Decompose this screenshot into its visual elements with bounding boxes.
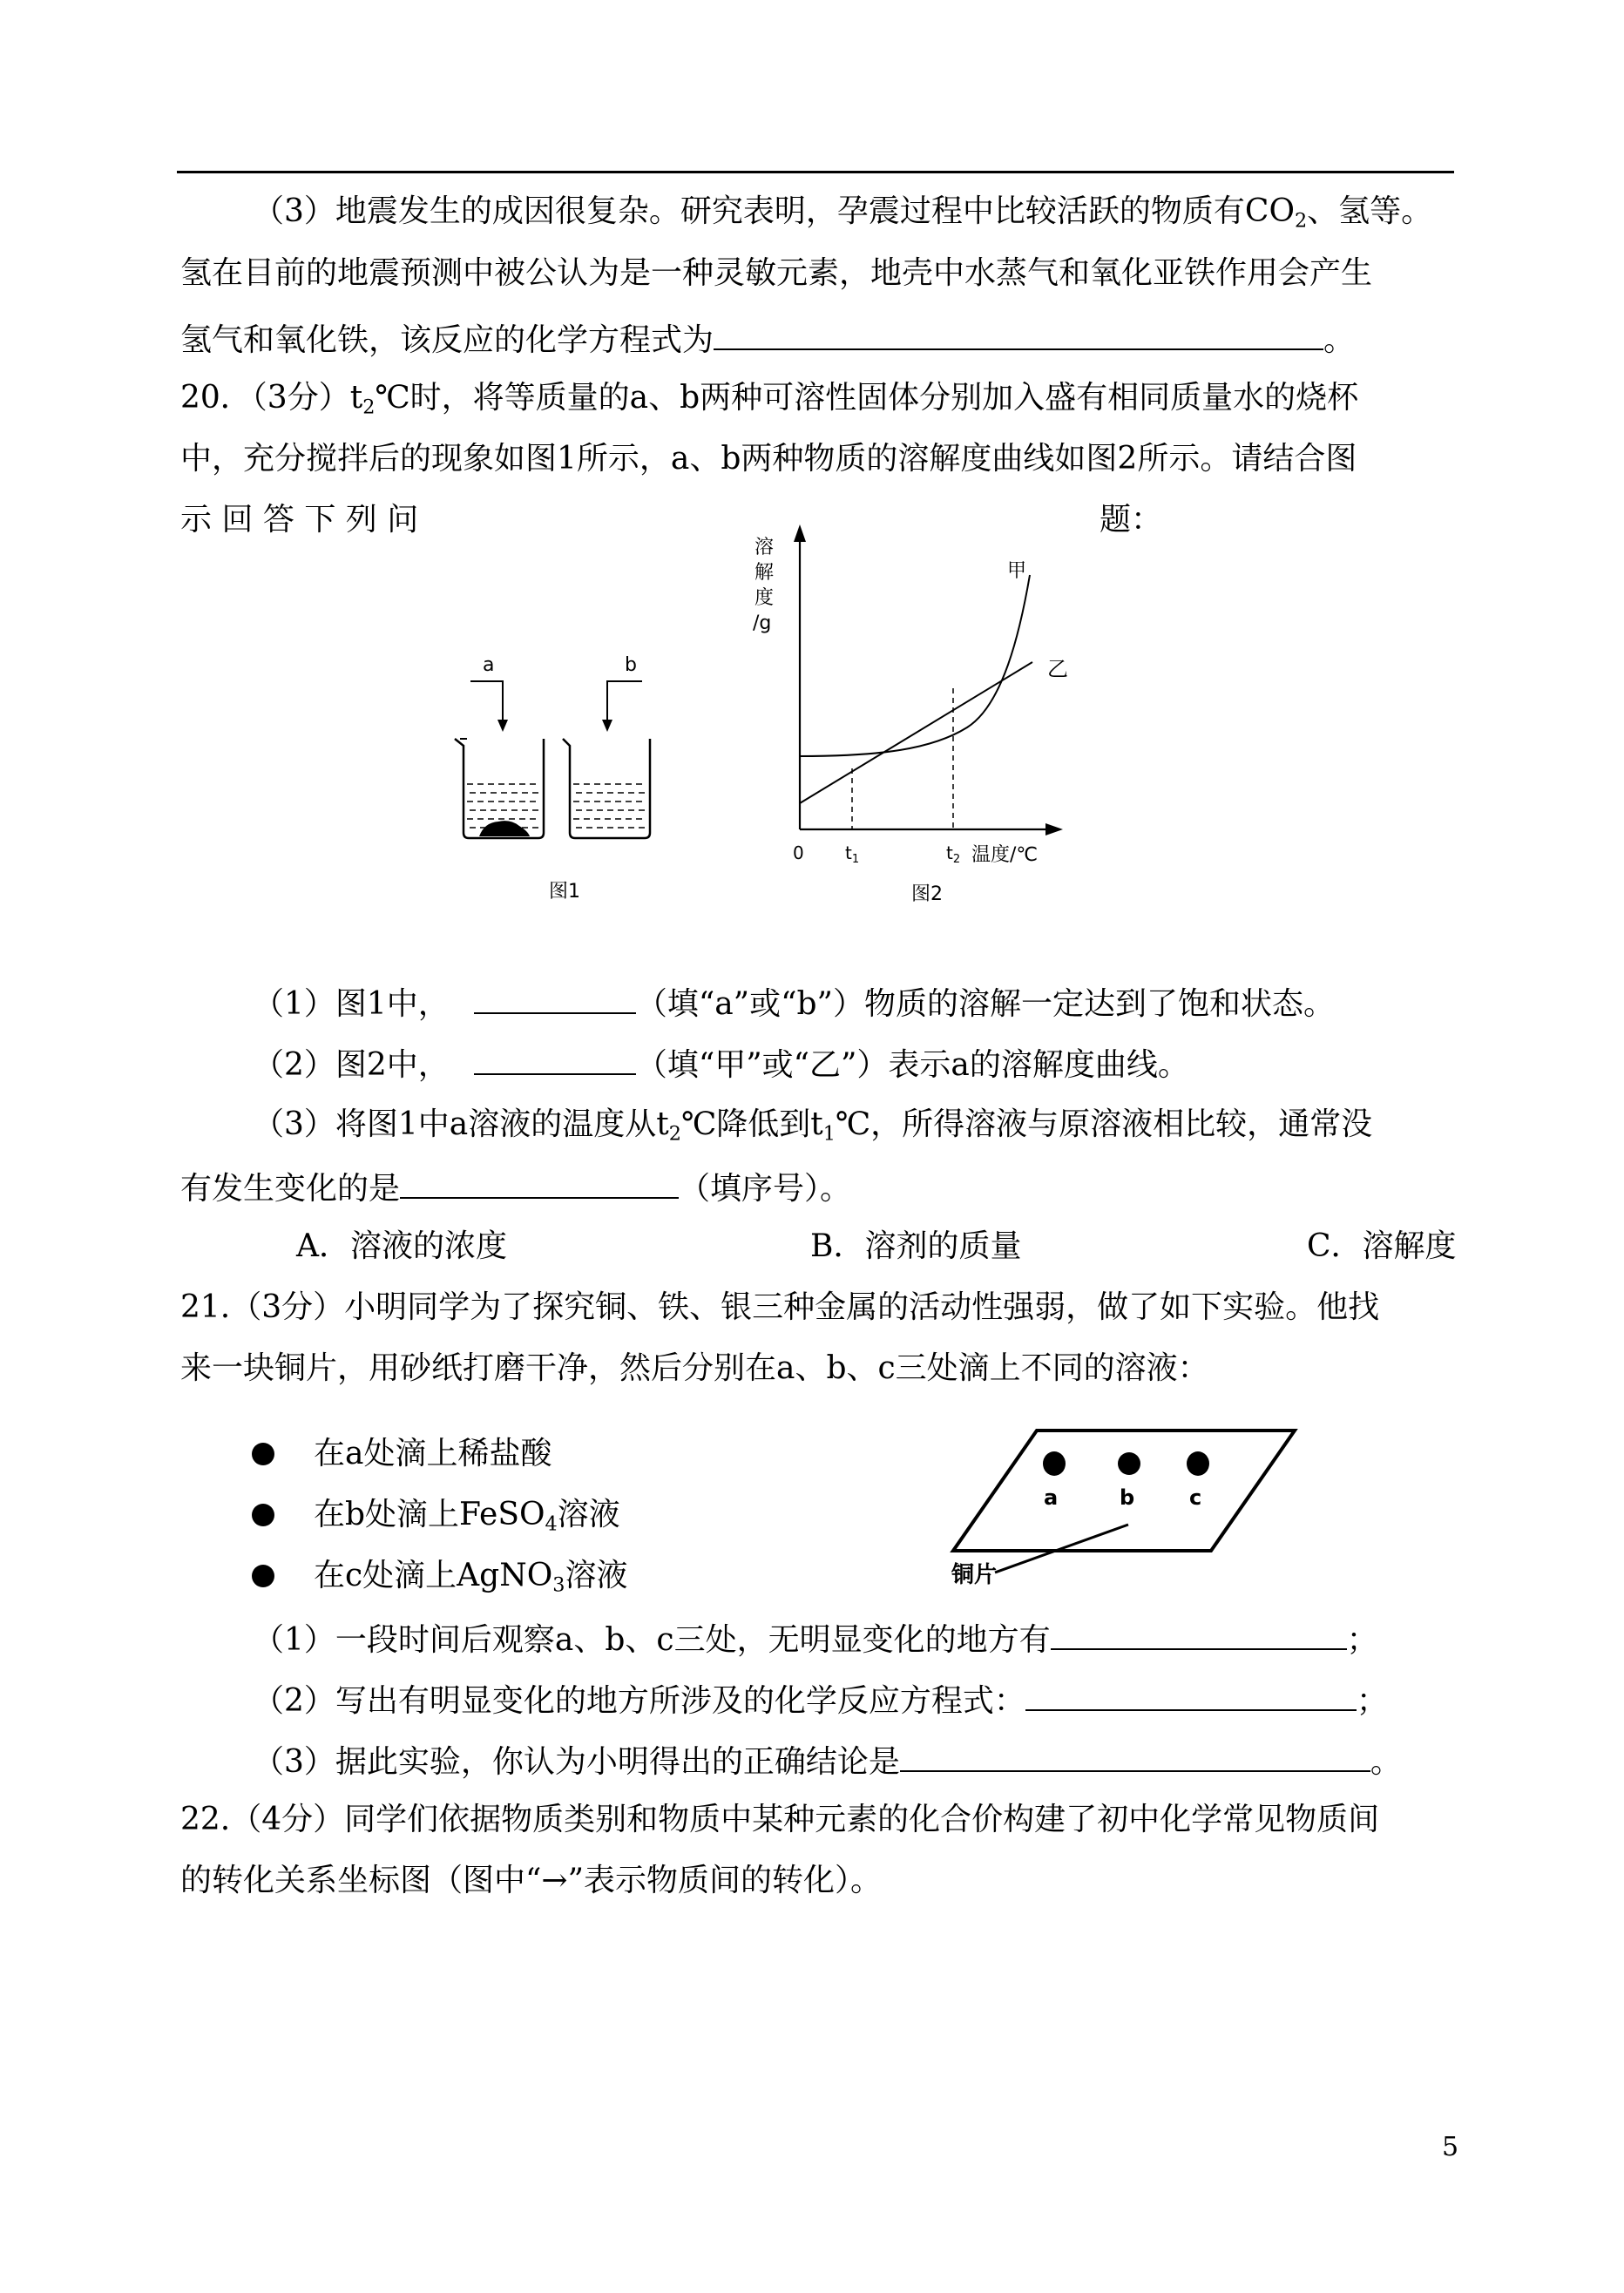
figure2-ylabel-3: 度 xyxy=(754,587,775,609)
q19-part3-line1: （3）地震发生的成因很复杂。研究表明，孕震过程中比较活跃的物质有$CO_2$、氢等。 xyxy=(253,193,1433,233)
answer-blank-q21-1[interactable] xyxy=(1051,1615,1347,1650)
plate-pointer xyxy=(995,1525,1128,1573)
curve-yi xyxy=(800,662,1032,803)
q20-sub3-line2: 有发生变化的是 （填序号）。 xyxy=(180,1164,851,1211)
q20-option-b: B．溶剂的质量 xyxy=(810,1228,1022,1264)
answer-blank-q21-3[interactable] xyxy=(900,1737,1370,1772)
answer-blank-q20-3[interactable] xyxy=(400,1164,679,1199)
arrow-a-head xyxy=(497,720,508,732)
q21-sub2: （2）写出有明显变化的地方所涉及的化学反应方程式： ； xyxy=(253,1676,1388,1723)
drop-a xyxy=(1043,1451,1066,1476)
q20-sub1: （1）图1中， （填“a”或“b”）物质的溶解一定达到了饱和状态。 xyxy=(253,979,1335,1026)
figure1-caption: 图1 xyxy=(549,881,580,903)
answer-blank-q20-1[interactable] xyxy=(474,979,636,1014)
figure2-ylabel-1: 溶 xyxy=(754,537,775,558)
q20-stem-line3a: 示 回 答 下 列 问 xyxy=(180,502,419,538)
bullet-dot-3 xyxy=(252,1565,274,1587)
q20-stem-line1: 20．（3分）$t_2℃$时，将等质量的a、b两种可溶性固体分别加入盛有相同质量水的烧杯 xyxy=(180,380,1359,419)
undissolved-solid-a xyxy=(479,821,530,836)
plate-label-b: b xyxy=(1120,1485,1135,1510)
q21-bullet3: 在c处滴上AgNO$_3$溶液 xyxy=(314,1558,628,1597)
figure2-caption: 图2 xyxy=(911,883,943,905)
header-rule xyxy=(177,171,1454,173)
plate-label-c: c xyxy=(1189,1485,1202,1510)
q21-stem-line1: 21.（3分）小明同学为了探究铜、铁、银三种金属的活动性强弱，做了如下实验。他找 xyxy=(180,1289,1380,1325)
q20-sub2: （2）图2中， （填“甲”或“乙”）表示a的溶解度曲线。 xyxy=(253,1040,1189,1087)
arrow-b xyxy=(607,681,642,725)
bullet-dot-2 xyxy=(252,1504,274,1526)
plate-name-label: 铜片 xyxy=(951,1562,998,1588)
y-axis-arrow xyxy=(794,524,806,542)
figure1-beakers xyxy=(0,0,157,52)
origin-label: 0 xyxy=(793,842,804,863)
arrow-b-head xyxy=(602,720,612,732)
beaker-a xyxy=(455,739,544,838)
tick-t1: $t_1$ xyxy=(845,842,860,866)
arrow-a xyxy=(470,681,503,725)
page-number: 5 xyxy=(1442,2132,1459,2162)
figure2-ylabel-2: 解 xyxy=(754,562,775,584)
q20-stem-line2: 中，充分搅拌后的现象如图1所示，a、b两种物质的溶解度曲线如图2所示。请结合图 xyxy=(180,441,1357,477)
answer-blank-q20-2[interactable] xyxy=(474,1040,636,1075)
q20-option-c: C．溶解度 xyxy=(1307,1228,1457,1264)
copper-plate-figure xyxy=(941,1420,1307,1594)
curve-jia xyxy=(800,575,1030,756)
q20-sub3-line1: （3）将图1中a溶液的温度从$t_2℃$降低到$t_1℃$，所得溶液与原溶液相比较，通常没 xyxy=(253,1106,1373,1146)
tick-t2: $t_2$ xyxy=(946,842,961,866)
q21-bullet1: 在a处滴上稀盐酸 xyxy=(314,1436,552,1471)
drop-c xyxy=(1187,1451,1209,1476)
q22-stem-line2: 的转化关系坐标图（图中“→”表示物质间的转化）。 xyxy=(180,1863,882,1898)
beaker-b xyxy=(563,739,650,838)
q20-stem-line3b: 题： xyxy=(1100,502,1163,538)
curve-yi-label: 乙 xyxy=(1047,657,1068,681)
figure1 xyxy=(444,645,680,923)
answer-blank-equation[interactable] xyxy=(714,315,1323,350)
drop-b xyxy=(1118,1452,1140,1475)
q21-stem-line2: 来一块铜片，用砂纸打磨干净，然后分别在a、b、c三处滴上不同的溶液： xyxy=(180,1350,1209,1386)
q21-bullet2: 在b处滴上FeSO$_4$溶液 xyxy=(314,1497,620,1536)
figure1-label-b: b xyxy=(625,654,637,676)
x-axis-arrow xyxy=(1045,823,1063,835)
figure1-label-a: a xyxy=(483,654,495,676)
q21-sub1: （1）一段时间后观察a、b、c三处，无明显变化的地方有 ； xyxy=(253,1615,1378,1662)
bullet-dot-1 xyxy=(252,1443,274,1465)
x-axis-label: 温度/℃ xyxy=(971,844,1039,866)
q19-part3-line3: 氢气和氧化铁，该反应的化学方程式为 。 xyxy=(180,315,1355,362)
q22-stem-line1: 22.（4分）同学们依据物质类别和物质中某种元素的化合价构建了初中化学常见物质间 xyxy=(180,1802,1380,1837)
curve-jia-label: 甲 xyxy=(1007,560,1027,582)
answer-blank-q21-2[interactable] xyxy=(1025,1676,1357,1711)
q19-part3-line2: 氢在目前的地震预测中被公认为是一种灵敏元素，地壳中水蒸气和氧化亚铁作用会产生 xyxy=(180,255,1373,291)
figure2-ylabel-4: /g xyxy=(753,612,772,634)
plate-label-a: a xyxy=(1044,1485,1059,1510)
q21-sub3: （3）据此实验，你认为小明得出的正确结论是 。 xyxy=(253,1737,1402,1784)
figure2 xyxy=(741,523,1106,923)
q20-option-a: A．溶液的浓度 xyxy=(296,1228,507,1264)
